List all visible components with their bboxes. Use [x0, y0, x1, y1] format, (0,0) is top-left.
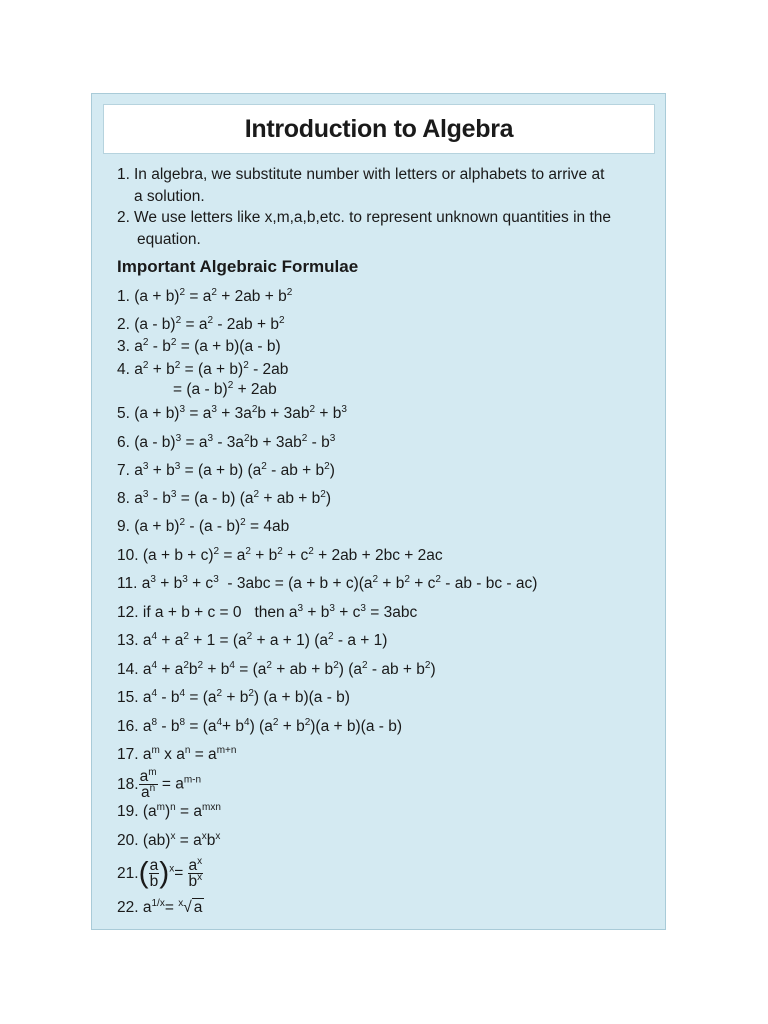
formula-12: 12. if a + b + c = 0 then $a^3 + b^3 + c^3 = 3abc$	[117, 603, 418, 621]
intro-item-1	[117, 164, 604, 208]
formula-21: 21.( $\frac{a}{b}$ )$^x$= $\frac{a^x}{b^x}$	[117, 856, 203, 890]
formula-sheet	[91, 93, 666, 930]
formula-22: 22. $a^{1/x}= ^x√$ a	[117, 898, 203, 916]
section-heading: Important Algebraic Formulae	[117, 257, 359, 276]
formula-11: 11. $a^3 + b^3 + c^3 - 3abc = (a + b + c)(a^2 + b^2 + c^2$ - ab - bc - ac)	[117, 574, 538, 592]
formula-13: 13. $a^4 + a^2 + 1 = (a^2 + a + 1)$ $(a^2 - a + 1)$	[117, 631, 388, 649]
formula-14: 14. $a^4 + a^2b^2 + b^4 = (a^2$ + ab + $b^2$) ($a^2$ - ab + $b^2$)	[117, 660, 436, 678]
formula-3: 3. $a^2 - b^2 = (a + b)(a - b)$	[117, 337, 281, 355]
intro-number: 1.	[117, 166, 130, 183]
intro-number: 2.	[117, 209, 130, 226]
formula-10: 10. $(a + b + c)^2 = a^2 + b^2 + c^2 + 2ab + 2bc + 2ac$	[117, 546, 443, 564]
formula-1: 1. $(a + b)^2 = a^2 + 2ab + b^2$	[117, 287, 293, 305]
intro-line: a solution.	[134, 188, 205, 205]
formula-20: 20. $(ab)^x = a^xb^x$	[117, 831, 221, 849]
intro-line: In algebra, we substitute number with letters or alphabets to arrive at	[134, 166, 605, 183]
formula-7: 7. $a^3 + b^3 = (a + b)$ ($a^2$ - ab + $b^2$)	[117, 461, 335, 479]
intro-item-2	[117, 207, 611, 251]
title-box	[103, 104, 655, 154]
formula-2: 2. $(a - b)^2 = a^2 - 2ab + b^2$	[117, 315, 285, 333]
formula-18: 18. $\frac{a^m}{a^n}$ = $a^{m-n}$	[117, 767, 202, 801]
formula-17: 17. $a^m$ x $a^n = a^{m+n}$	[117, 745, 237, 763]
page-title: Introduction to Algebra	[244, 114, 514, 143]
formula-9: 9. $(a + b)^2 - (a - b)^2 = 4ab$	[117, 517, 290, 535]
formula-6: 6. $(a - b)^3 = a^3 - 3a^2b + 3ab^2 - b^3$	[117, 433, 336, 451]
formula-16: 16. $a^8 - b^8 = (a^4+ b^4) (a^2 + b^2)(a + b)(a - b)$	[117, 717, 402, 735]
formula-8: 8. $a^3 - b^3 = (a - b) (a^2$ + ab + $b^2$)	[117, 489, 331, 507]
intro-line: We use letters like x,m,a,b,etc. to represent unknown quantities in the	[134, 209, 612, 226]
formula-15: 15. $a^4 - b^4 = (a^2 + b^2) (a + b)(a - b)$	[117, 688, 350, 706]
formula-5: 5. $(a + b)^3 = a^3 + 3a^2b + 3ab^2 + b^3$	[117, 404, 347, 422]
formula-4: 4. $a^2 + b^2 = (a + b)^2 - 2ab$ = (a - b)$^2$ + 2ab	[117, 360, 289, 398]
intro-line: equation.	[137, 231, 201, 248]
formula-19: 19. $(a^m)^n = a^{mxn}$	[117, 802, 221, 820]
